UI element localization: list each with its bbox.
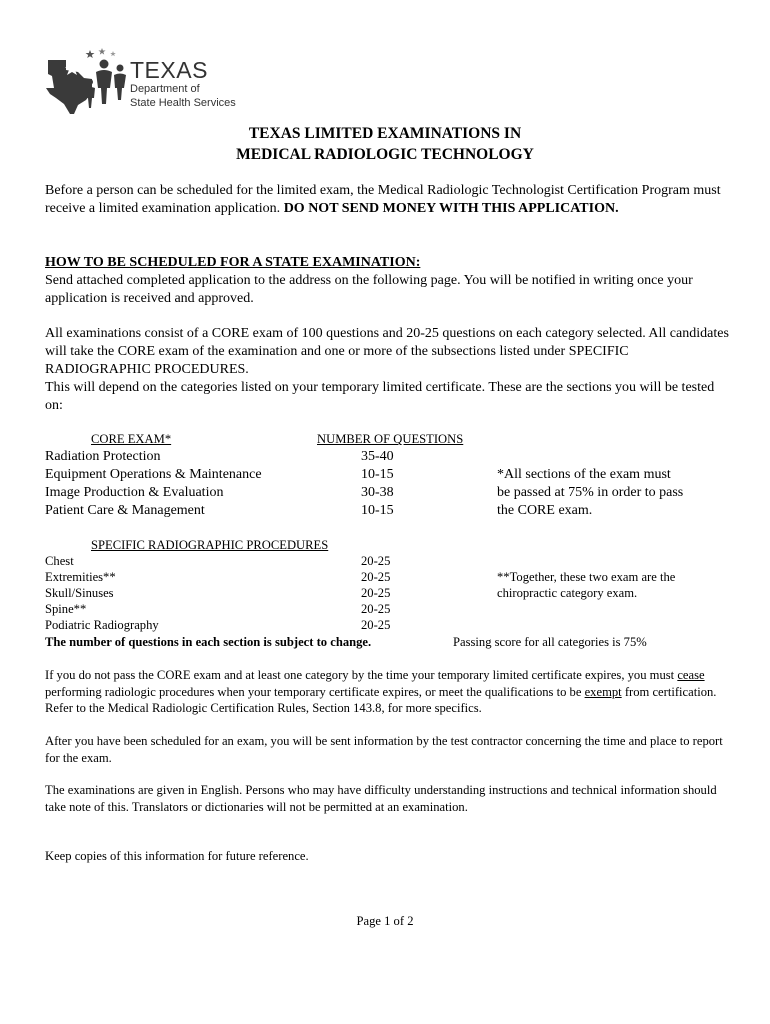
intro-paragraph: [45, 182, 730, 218]
expiry-text2: performing radiologic procedures when your temporary certificate expires, or meet the qualifications to be: [45, 684, 582, 699]
core-exam-header: CORE EXAM*: [91, 432, 172, 446]
intro-text: Before a person can be scheduled for the limited exam, the Medical Radiologic Technologist Certification Program must receive a limited examination application.: [45, 183, 721, 216]
specific-row-name: Podiatric Radiography: [45, 618, 159, 632]
specific-row-name: Chest: [45, 554, 74, 568]
specific-row-count: 20-25: [361, 554, 391, 568]
specific-row-name: Extremities**: [45, 570, 116, 584]
specific-row-name: Spine**: [45, 602, 87, 616]
scheduling-heading: HOW TO BE SCHEDULED FOR A STATE EXAMINATION:: [45, 255, 421, 270]
page-title: [0, 123, 770, 165]
cease-word: cease: [677, 668, 705, 682]
expiry-text1: If you do not pass the CORE exam and at least one category by the time your temporary limited certificate expires, you must: [45, 668, 675, 682]
core-row-count: 30-38: [361, 485, 394, 500]
table-row: [45, 484, 223, 502]
core-note-line3: the CORE exam.: [497, 503, 593, 518]
core-row-name: Radiation Protection: [45, 449, 161, 464]
specific-note-line1: **Together, these two exam are the: [497, 570, 676, 584]
table-row: [45, 448, 160, 466]
expiry-paragraph: [45, 667, 730, 717]
table-row: [45, 502, 205, 520]
intro-bold-warning: DO NOT SEND MONEY WITH THIS APPLICATION.: [283, 201, 619, 216]
scheduling-section: [45, 254, 730, 308]
expiry-text3: from certification. Refer to the Medical Radiologic Certification Rules, Section 143.8, for more specifics.: [45, 684, 717, 715]
specific-row-count: 20-25: [361, 570, 391, 584]
core-row-name: Patient Care & Management: [45, 503, 205, 518]
logo-wordmark: [130, 58, 236, 110]
table-row: [45, 466, 262, 484]
exam-info-section: [45, 325, 730, 415]
exam-info-para1: All examinations consist of a CORE exam of 100 questions and 20-25 questions on each category selected. All candidates will take the CORE exam of the examination and one or more of the subsections listed under SPECIFIC RADIOGRAPHIC PROCEDURES.: [45, 326, 729, 377]
logo-department-line2: State Health Services: [130, 97, 236, 109]
passing-score-note: Passing score for all categories is 75%: [453, 635, 647, 649]
number-of-questions-header: NUMBER OF QUESTIONS: [317, 432, 464, 446]
specific-row-name: Skull/Sinuses: [45, 586, 114, 600]
subject-to-change-note: The number of questions in each section is subject to change.: [45, 635, 372, 649]
specific-procedures-header: SPECIFIC RADIOGRAPHIC PROCEDURES: [91, 538, 329, 552]
exempt-word: exempt: [584, 684, 622, 699]
core-note-line2: be passed at 75% in order to pass: [497, 485, 684, 500]
keep-copies-paragraph: Keep copies of this information for future reference.: [45, 849, 309, 863]
after-scheduled-paragraph: After you have been scheduled for an exam, you will be sent information by the test contractor concerning the time and place to report for the exam.: [45, 734, 723, 765]
core-row-name: Equipment Operations & Maintenance: [45, 467, 262, 482]
page-number: Page 1 of 2: [356, 914, 414, 928]
core-row-count: 10-15: [361, 467, 394, 482]
specific-row-count: 20-25: [361, 618, 391, 632]
specific-row-count: 20-25: [361, 586, 391, 600]
texas-logo-icon: [44, 48, 134, 122]
title-line1: TEXAS LIMITED EXAMINATIONS IN: [248, 125, 522, 142]
core-note-line1: *All sections of the exam must: [497, 467, 671, 482]
scheduling-text: Send attached completed application to the address on the following page. You will be notified in writing once your application is received and approved.: [45, 273, 693, 306]
title-line2: MEDICAL RADIOLOGIC TECHNOLOGY: [236, 146, 534, 163]
logo-department-line1: Department of: [130, 83, 200, 95]
logo-texas-text: TEXAS: [130, 57, 208, 83]
core-row-count: 10-15: [361, 503, 394, 518]
english-paragraph: The examinations are given in English. Persons who may have difficulty understanding instructions and technical information should take note of this. Translators or dictionaries will not be permitted at an examination.: [45, 783, 717, 814]
specific-row-count: 20-25: [361, 602, 391, 616]
specific-note-line2: chiropractic category exam.: [497, 586, 638, 600]
core-row-name: Image Production & Evaluation: [45, 485, 224, 500]
core-row-count: 35-40: [361, 449, 394, 464]
exam-info-para2: This will depend on the categories listed on your temporary limited certificate. These are the sections you will be tested on:: [45, 380, 715, 413]
